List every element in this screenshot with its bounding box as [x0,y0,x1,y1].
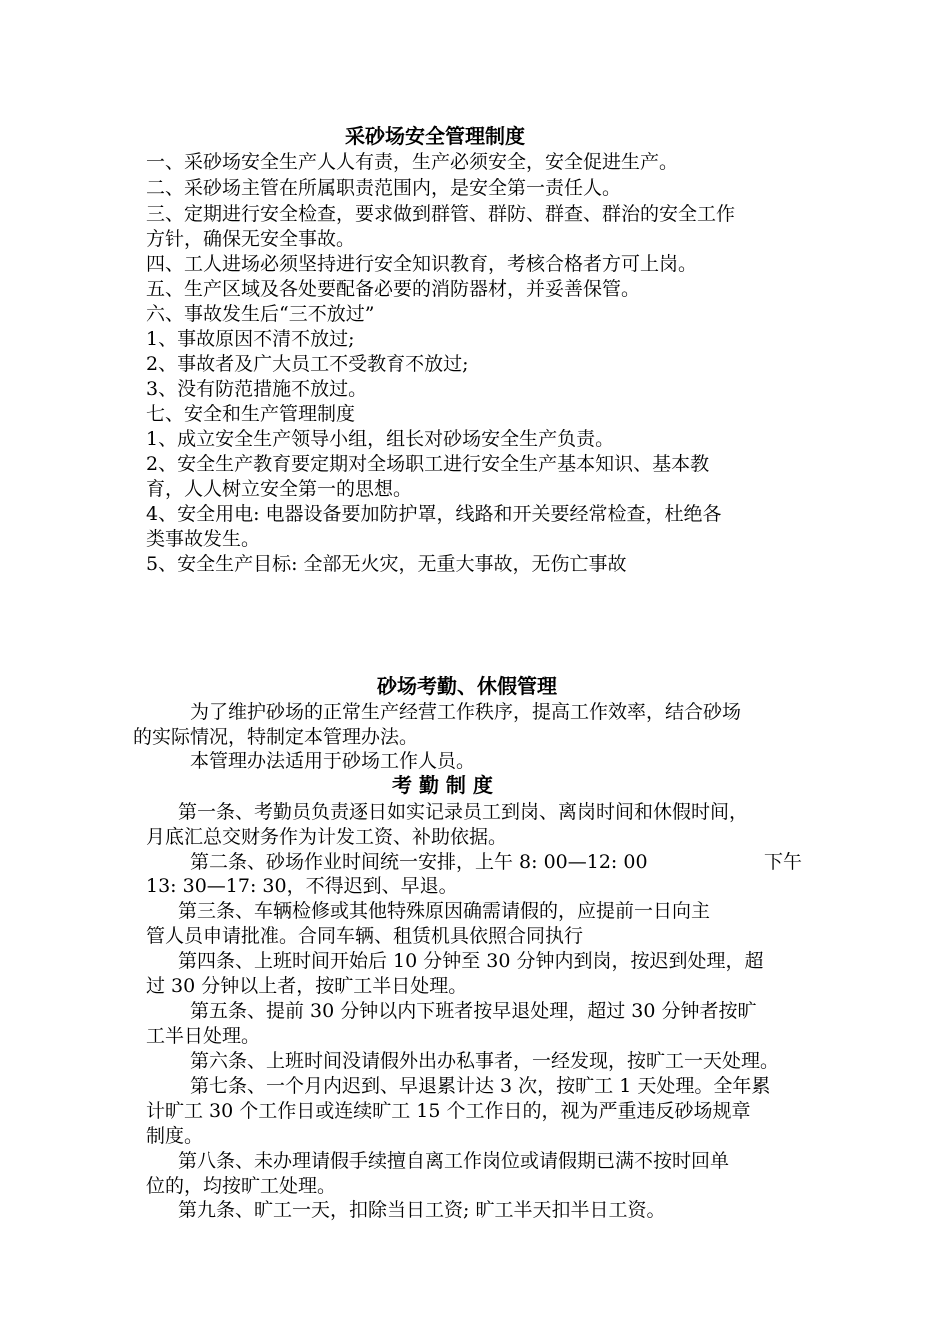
section1-line: 六、事故发生后“三不放过” [146,303,375,325]
section2-intro-line: 本管理办法适用于砂场工作人员。 [190,750,476,772]
section1-line: 二、采砂场主管在所属职责范围内，是安全第一责任人。 [146,177,622,199]
section1-line: 2、事故者及广大员工不受教育不放过; [146,353,469,375]
article-line: 第九条、旷工一天，扣除当日工资; 旷工半天扣半日工资。 [178,1199,666,1221]
article-line: 13: 30—17: 30，不得迟到、早退。 [146,875,458,897]
article-line: 第八条、未办理请假手续擅自离工作岗位或请假期已满不按时回单 [178,1150,730,1172]
section1-line: 三、定期进行安全检查，要求做到群管、群防、群查、群治的安全工作 [146,203,736,225]
article-line: 第七条、一个月内迟到、早退累计达 3 次，按旷工 1 天处理。全年累 [190,1075,771,1097]
article-line: 工半日处理。 [146,1025,261,1047]
article-line: 过 30 分钟以上者，按旷工半日处理。 [146,975,468,997]
article-line: 第五条、提前 30 分钟以内下班者按早退处理，超过 30 分钟者按旷 [190,1000,757,1022]
section1-line: 1、事故原因不清不放过; [146,328,355,350]
section1-line: 1、成立安全生产领导小组，组长对砂场安全生产负责。 [146,428,615,450]
section2-intro-line: 为了维护砂场的正常生产经营工作秩序，提高工作效率，结合砂场 [190,701,742,723]
section1-line: 3、没有防范措施不放过。 [146,378,368,400]
section1-line: 一、采砂场安全生产人人有责，生产必须安全，安全促进生产。 [146,151,679,173]
section1-line: 2、安全生产教育要定期对全场职工进行安全生产基本知识、基本教 [146,453,710,475]
section2-subtitle: 考 勤 制 度 [392,773,493,797]
section1-title: 采砂场安全管理制度 [345,124,525,148]
section1-line: 方针，确保无安全事故。 [146,228,356,250]
section2-intro-line: 的实际情况，特制定本管理办法。 [133,726,419,748]
section1-line: 4、安全用电: 电器设备要加防护罩，线路和开关要经常检查，杜绝各 [146,503,722,525]
section1-line: 七、安全和生产管理制度 [146,403,356,425]
section2-title: 砂场考勤、休假管理 [377,674,557,698]
article-line: 计旷工 30 个工作日或连续旷工 15 个工作日的，视为严重违反砂场规章 [146,1100,751,1122]
article-line: 管人员申请批准。合同车辆、租赁机具依照合同执行 [146,925,584,947]
article-line: 第一条、考勤员负责逐日如实记录员工到岗、离岗时间和休假时间， [178,801,749,823]
article-line: 第四条、上班时间开始后 10 分钟至 30 分钟内到岗，按迟到处理，超 [178,950,764,972]
article-line: 位的，均按旷工处理。 [146,1175,337,1197]
section1-line: 四、工人进场必须坚持进行安全知识教育，考核合格者方可上岗。 [146,253,698,275]
section1-line: 育，人人树立安全第一的思想。 [146,478,413,500]
section1-line: 5、安全生产目标: 全部无火灾，无重大事故，无伤亡事故 [146,553,627,575]
section1-line: 五、生产区域及各处要配备必要的消防器材，并妥善保管。 [146,278,641,300]
article-line: 制度。 [146,1125,204,1147]
article-line: 第三条、车辆检修或其他特殊原因确需请假的，应提前一日向主 [178,900,711,922]
article-line: 下午 [764,851,803,873]
article-line: 第二条、砂场作业时间统一安排，上午 8: 00—12: 00 [190,851,648,873]
section1-line: 类事故发生。 [146,528,261,550]
article-line: 月底汇总交财务作为计发工资、补助依据。 [146,826,508,848]
article-line: 第六条、上班时间没请假外出办私事者，一经发现，按旷工一天处理。 [190,1050,780,1072]
